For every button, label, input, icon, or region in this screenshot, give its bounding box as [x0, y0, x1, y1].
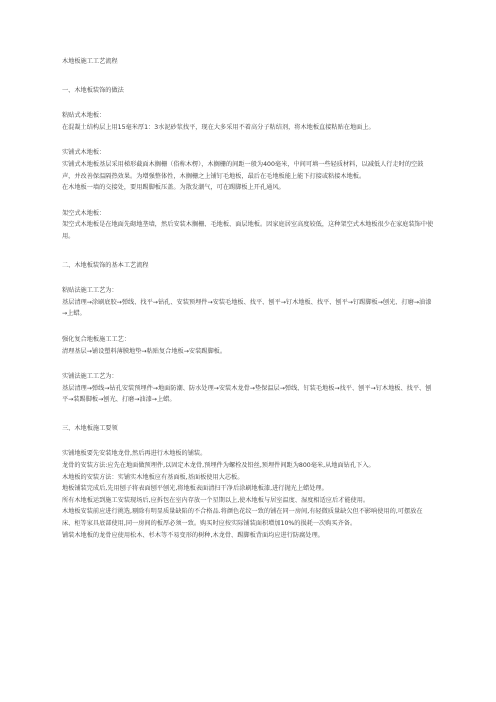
subheading-raised-floor: 架空式木地板： [62, 209, 106, 217]
paragraph: 龙骨的安装方法:应先在地面做预埋件,以固定木龙骨,预埋件为螺栓及铅丝,预埋件间距为800毫米,从地面钻孔下入。 [62, 462, 375, 470]
paragraph: 在混凝土结构层上用15毫米厚1：3水泥砂浆找平，现在大多采用不着高分子粘结剂，将木地板直接粘贴在地面上。 [62, 123, 375, 131]
paragraph: 所有木地板运到施工安装现场后,应拆包在室内存放一个星期以上,使木地板与居室温度、湿度相适应后才能使用。 [62, 496, 370, 504]
section-heading-3: 三、木地板施工要领 [62, 424, 118, 432]
paragraph: 木地板安装前应进行挑选,剔除有明显质量缺陷的不合格品.将颜色花纹一致的铺在同一房间,有轻微质量缺欠但不影响使用的,可摆放在床、柜等家具底部使用,同一房间的板厚必须一致。购买时应按实际铺装面积增加10%的损耗一次购买齐备。 [62, 508, 423, 528]
paragraph: 基层清理→涂刷底胶→弹线、找平→钻孔、安装预埋件→安装毛地板、找平、刨平→钉木地板、找平、刨平→钉踢脚板→刨光、打磨→油漆→上蜡。 [62, 298, 432, 318]
subheading-adhesive-floor: 粘贴式木地板： [62, 112, 106, 120]
spacer [62, 194, 434, 208]
document-title: 木地板施工工艺流程 [62, 58, 118, 65]
section-heading-2: 二、木地板装饰的基本工艺流程 [62, 261, 149, 269]
subheading-solid-floor: 实铺式木地板： [62, 149, 106, 157]
subheading-solid-process: 实铺法施工工艺为： [62, 373, 118, 381]
spacer [62, 357, 434, 371]
subheading-adhesive-process: 粘贴法施工工艺为： [62, 287, 118, 295]
spacer [62, 68, 434, 85]
paragraph: 基层清理→弹线→钻孔安装预埋件→地面防潮、防水处理→安装木龙骨→垫保温层→弹线、钉装毛地板→找平、刨平→钉木地板、找平、刨平→装踢脚板→刨光、打磨→油漆→上蜡。 [62, 384, 432, 404]
spacer [62, 133, 434, 147]
paragraph: 木地板的安装方法：实铺实木地板应有基面板,基面板使用大芯板。 [62, 473, 244, 481]
spacer [62, 271, 434, 285]
spacer [62, 243, 434, 260]
subheading-laminate-process: 强化复合地板施工工艺： [62, 335, 131, 343]
document-page [62, 56, 434, 541]
section-heading-1: 一、木地板装饰的做法 [62, 86, 124, 94]
paragraph: 铺装木地板的龙骨应使用松木、杉木等不易变形的树种,木龙骨、踢脚板背面均应进行防腐处理。 [62, 531, 324, 539]
paragraph: 清理基层→铺设塑料薄膜地垫→粘贴复合地板→安装踢脚板。 [62, 347, 227, 355]
paragraph: 实铺地板要先安装地龙骨,然后再进行木地板的铺装。 [62, 450, 207, 458]
spacer [62, 96, 434, 110]
paragraph: 架空式木地板是在地面先砌地垄墙，然后安装木搁栅、毛地板、面层地板。因家庭居室高度较低，这种架空式木地板很少在家庭装饰中使用。 [62, 221, 434, 240]
paragraph: 地板铺装完成后,先用刨子将表面刨平刨光,将地板表面清扫干净后涂刷地板漆,进行抛光上蜡处理。 [62, 485, 328, 493]
spacer [62, 434, 434, 448]
paragraph: 在木地板一墙的交接处，要用踢脚板压盖。为散发潮气，可在踢脚板上开孔通风。 [62, 184, 285, 192]
spacer [62, 406, 434, 423]
paragraph: 实铺式木地板基层采用梯形截面木搁栅（俗称木楞），木搁栅的间距一般为400毫米，中间可填一些轻质材料，以减低人行走时的空鼓声，并改善保温隔热效果。为增强整体性，木搁栅之上铺钉毛地板，最后在毛地板能上能下打接或粘接木地板。 [62, 160, 424, 180]
spacer [62, 320, 434, 334]
